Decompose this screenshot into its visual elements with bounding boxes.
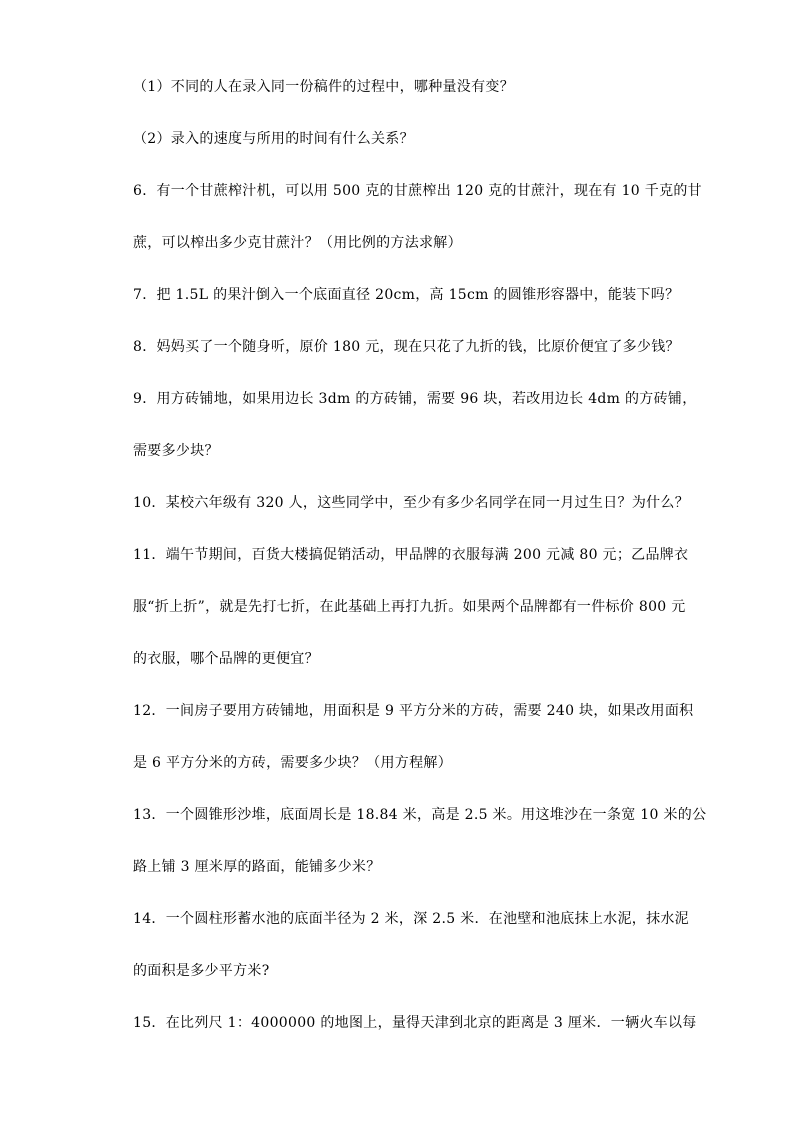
text-line-3: 6．有一个甘蔗榨汁机，可以用 500 克的甘蔗榨出 120 克的甘蔗汁，现在有 10 千克的甘 xyxy=(133,183,702,199)
text-line-11: 服“折上折”，就是先打七折，在此基础上再打九折。如果两个品牌都有一件标价 800 元 xyxy=(133,599,686,615)
text-line-7: 9．用方砖铺地，如果用边长 3dm 的方砖铺，需要 96 块，若改用边长 4dm 的方砖铺， xyxy=(133,391,697,407)
text-line-19: 15．在比列尺 1：4000000 的地图上，量得天津到北京的距离是 3 厘米．一辆火车以每 xyxy=(133,1015,697,1031)
text-line-12: 的衣服，哪个品牌的更便宜？ xyxy=(133,651,319,667)
text-line-5: 7．把 1.5L 的果汁倒入一个底面直径 20cm，高 15cm 的圆锥形容器中，能装下吗？ xyxy=(133,287,680,303)
text-line-1: （1）不同的人在录入同一份稿件的过程中，哪种量没有变？ xyxy=(133,79,515,95)
text-line-15: 13．一个圆锥形沙堆，底面周长是 18.84 米，高是 2.5 米。用这堆沙在一条宽 10 米的公 xyxy=(133,807,707,823)
text-line-6: 8．妈妈买了一个随身听，原价 180 元，现在只花了九折的钱，比原价便宜了多少钱？ xyxy=(133,339,680,355)
text-line-8: 需要多少块？ xyxy=(133,443,219,459)
text-line-10: 11．端午节期间，百货大楼搞促销活动，甲品牌的衣服每满 200 元减 80 元；乙品牌衣 xyxy=(133,547,689,563)
text-line-18: 的面积是多少平方米? xyxy=(133,963,270,979)
text-line-13: 12．一间房子要用方砖铺地，用面积是 9 平方分米的方砖，需要 240 块，如果改用面积 xyxy=(133,703,694,719)
text-line-17: 14．一个圆柱形蓄水池的底面半径为 2 米，深 2.5 米．在池壁和池底抹上水泥，抹水泥 xyxy=(133,911,689,927)
text-line-9: 10．某校六年级有 320 人，这些同学中，至少有多少名同学在同一月过生日？为什么？ xyxy=(133,495,690,511)
text-line-4: 蔗，可以榨出多少克甘蔗汁？（用比例的方法求解） xyxy=(133,235,462,251)
text-line-14: 是 6 平方分米的方砖，需要多少块？（用方程解） xyxy=(133,755,453,771)
text-line-16: 路上铺 3 厘米厚的路面，能铺多少米？ xyxy=(133,859,381,875)
text-line-2: （2）录入的速度与所用的时间有什么关系？ xyxy=(133,131,414,147)
